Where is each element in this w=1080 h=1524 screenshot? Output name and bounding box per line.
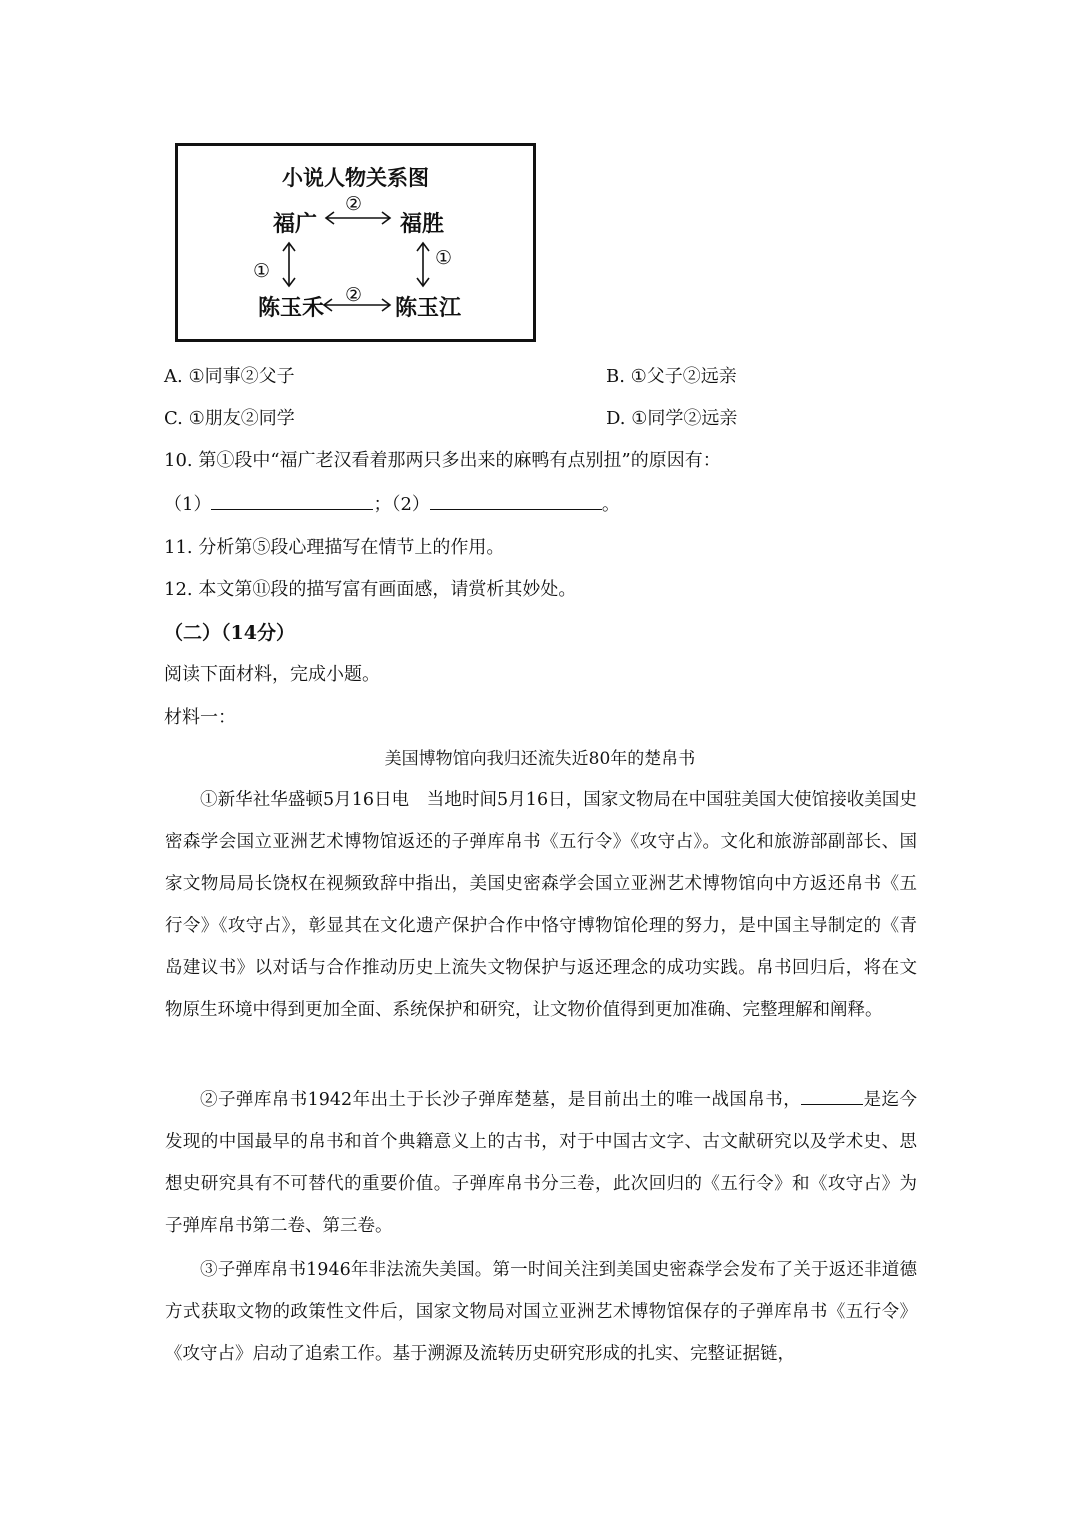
label-bottom: ②: [345, 284, 363, 306]
answer-blank-2[interactable]: [430, 508, 602, 510]
option-c: C. ①朋友②同学: [164, 408, 295, 429]
question-12: 12. 本文第⑪段的描写富有画面感，请赏析其妙处。: [164, 579, 577, 600]
paragraph-2-start: ②子弹库帛书1942年出土于长沙子弹库楚墓，是目前出土的唯一战国帛书，: [200, 1090, 802, 1110]
section-heading: （二）（14分）: [164, 622, 295, 644]
node-chenyuhe: 陈玉禾: [258, 295, 325, 321]
article-title: 美国博物馆向我归还流失近80年的楚帛书: [384, 749, 696, 769]
paragraph-3: ③子弹库帛书1946年非法流失美国。第一时间关注到美国史密森学会发布了关于返还非道德方式获取文物的政策性文件后，国家文物局对国立亚洲艺术博物馆保存的子弹库帛书《五行令》《攻守占》启动了追索工作。基于溯源及流转历史研究形成的扎实、完整证据链，: [165, 1260, 917, 1364]
option-b: B. ①父子②远亲: [606, 366, 737, 387]
relationship-diagram: [175, 143, 536, 342]
diagram-title: 小说人物关系图: [282, 165, 429, 190]
question-10-blanks: [164, 496, 620, 514]
question-11: 11. 分析第⑤段心理描写在情节上的作用。: [164, 537, 505, 558]
option-a: A. ①同事②父子: [164, 366, 295, 387]
node-fusheng: 福胜: [400, 211, 445, 237]
material-label: 材料一：: [164, 707, 236, 728]
label-right: ①: [435, 247, 453, 269]
question-10: 10. 第①段中“福广老汉看着那两只多出来的麻鸭有点别扭”的原因有：: [164, 450, 721, 471]
paragraph-2-rest: 是迄今发现的中国最早的帛书和首个典籍意义上的古书，对于中国古文字、古文献研究以及学术史、思想史研究具有不可替代的重要价值。子弹库帛书分三卷，此次回归的《五行令》和《攻守占》为子弹库帛书第二卷、第三卷。: [165, 1090, 917, 1236]
diagram-arrows: [178, 146, 533, 339]
blank-2-label: ；（2）: [373, 494, 430, 515]
blank-1-label: （1）: [164, 494, 212, 515]
blank-end: 。: [601, 494, 620, 515]
answer-blank-1[interactable]: [211, 508, 373, 510]
paragraph-2: [165, 1079, 917, 1247]
label-left: ①: [253, 260, 271, 282]
node-fuguang: 福广: [273, 211, 318, 237]
paragraph-1: ①新华社华盛顿5月16日电 当地时间5月16日，国家文物局在中国驻美国大使馆接收美国史密森学会国立亚洲艺术博物馆返还的子弹库帛书《五行令》《攻守占》。文化和旅游部副部长、国家文物局局长饶权在视频致辞中指出，美国史密森学会国立亚洲艺术博物馆向中方返还帛书《五行令》《攻守占》，彰显其在文化遗产保护合作中恪守博物馆伦理的努力，是中国主导制定的《青岛建议书》以对话与合作推动历史上流失文物保护与返还理念的成功实践。帛书回归后，将在文物原生环境中得到更加全面、系统保护和研究，让文物价值得到更加准确、完整理解和阐释。: [165, 790, 917, 1020]
option-d: D. ①同学②远亲: [606, 408, 738, 429]
node-chenyujiang: 陈玉江: [395, 295, 462, 321]
paragraph-2-blank[interactable]: [801, 1103, 863, 1105]
label-top: ②: [345, 193, 363, 215]
instruction: 阅读下面材料，完成小题。: [164, 664, 380, 685]
